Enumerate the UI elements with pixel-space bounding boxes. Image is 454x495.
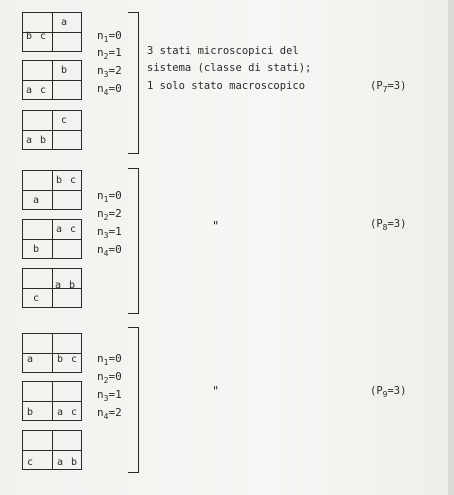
state-grid <box>22 110 82 150</box>
cell-bottom-left: a <box>27 354 35 365</box>
p-value-label: $(P_9=3)$ <box>370 385 407 400</box>
ditto-mark: " <box>212 384 220 398</box>
cell-bottom-right: a b <box>57 457 79 468</box>
cell-bottom-right: b c <box>57 354 79 365</box>
state-grid <box>22 430 82 470</box>
state-grid <box>22 381 82 421</box>
state-grid <box>22 333 82 373</box>
cell-bottom-right: a c <box>57 407 79 418</box>
cell-bottom-left: a c <box>26 85 48 96</box>
state-grid <box>22 170 82 210</box>
occupation-n3: $n_3=1$ <box>97 225 122 241</box>
ditto-mark: " <box>212 219 220 233</box>
cell-bottom-left: c <box>27 457 35 468</box>
occupation-n1: $n_1=0$ <box>97 189 122 205</box>
cell-bottom-left: a <box>33 195 41 206</box>
p-value-label: $(P_8=3)$ <box>370 218 407 233</box>
occupation-n4: $n_4=0$ <box>97 243 122 259</box>
group-bracket <box>128 168 139 314</box>
cell-top-right: c <box>61 115 69 126</box>
cell-bottom-left: b <box>27 407 35 418</box>
occupation-n4: $n_4=0$ <box>97 82 122 98</box>
cell-top-right: a c <box>56 224 78 235</box>
cell-bottom-left: b <box>33 244 41 255</box>
state-grid <box>22 268 82 308</box>
cell-top-right: b <box>61 65 69 76</box>
occupation-n4: $n_4=2$ <box>97 406 122 422</box>
occupation-n2: $n_2=1$ <box>97 46 122 62</box>
cell-bottom-left: a b <box>26 135 48 146</box>
occupation-n3: $n_3=1$ <box>97 388 122 404</box>
cell-left: b c <box>26 31 48 42</box>
cell-top-right: a b <box>55 280 77 291</box>
state-grid <box>22 219 82 259</box>
group-bracket <box>128 327 139 473</box>
occupation-n2: $n_2=0$ <box>97 370 122 386</box>
state-grid <box>22 60 82 100</box>
group-bracket <box>128 12 139 154</box>
cell-top-right: b c <box>56 175 78 186</box>
occupation-n3: $n_3=2$ <box>97 64 122 80</box>
occupation-n1: $n_1=0$ <box>97 29 122 45</box>
cell-bottom-left: c <box>33 293 41 304</box>
note-line-2: sistema (classe di stati); <box>147 62 312 74</box>
cell-top-right: a <box>61 17 69 28</box>
page-edge <box>448 0 454 495</box>
occupation-n1: $n_1=0$ <box>97 352 122 368</box>
note-line-1: 3 stati microscopici del <box>147 45 299 57</box>
occupation-n2: $n_2=2$ <box>97 207 122 223</box>
p-value-label: $(P_7=3)$ <box>370 80 407 95</box>
state-grid <box>22 12 82 52</box>
note-line-3: 1 solo stato macroscopico <box>147 80 306 92</box>
